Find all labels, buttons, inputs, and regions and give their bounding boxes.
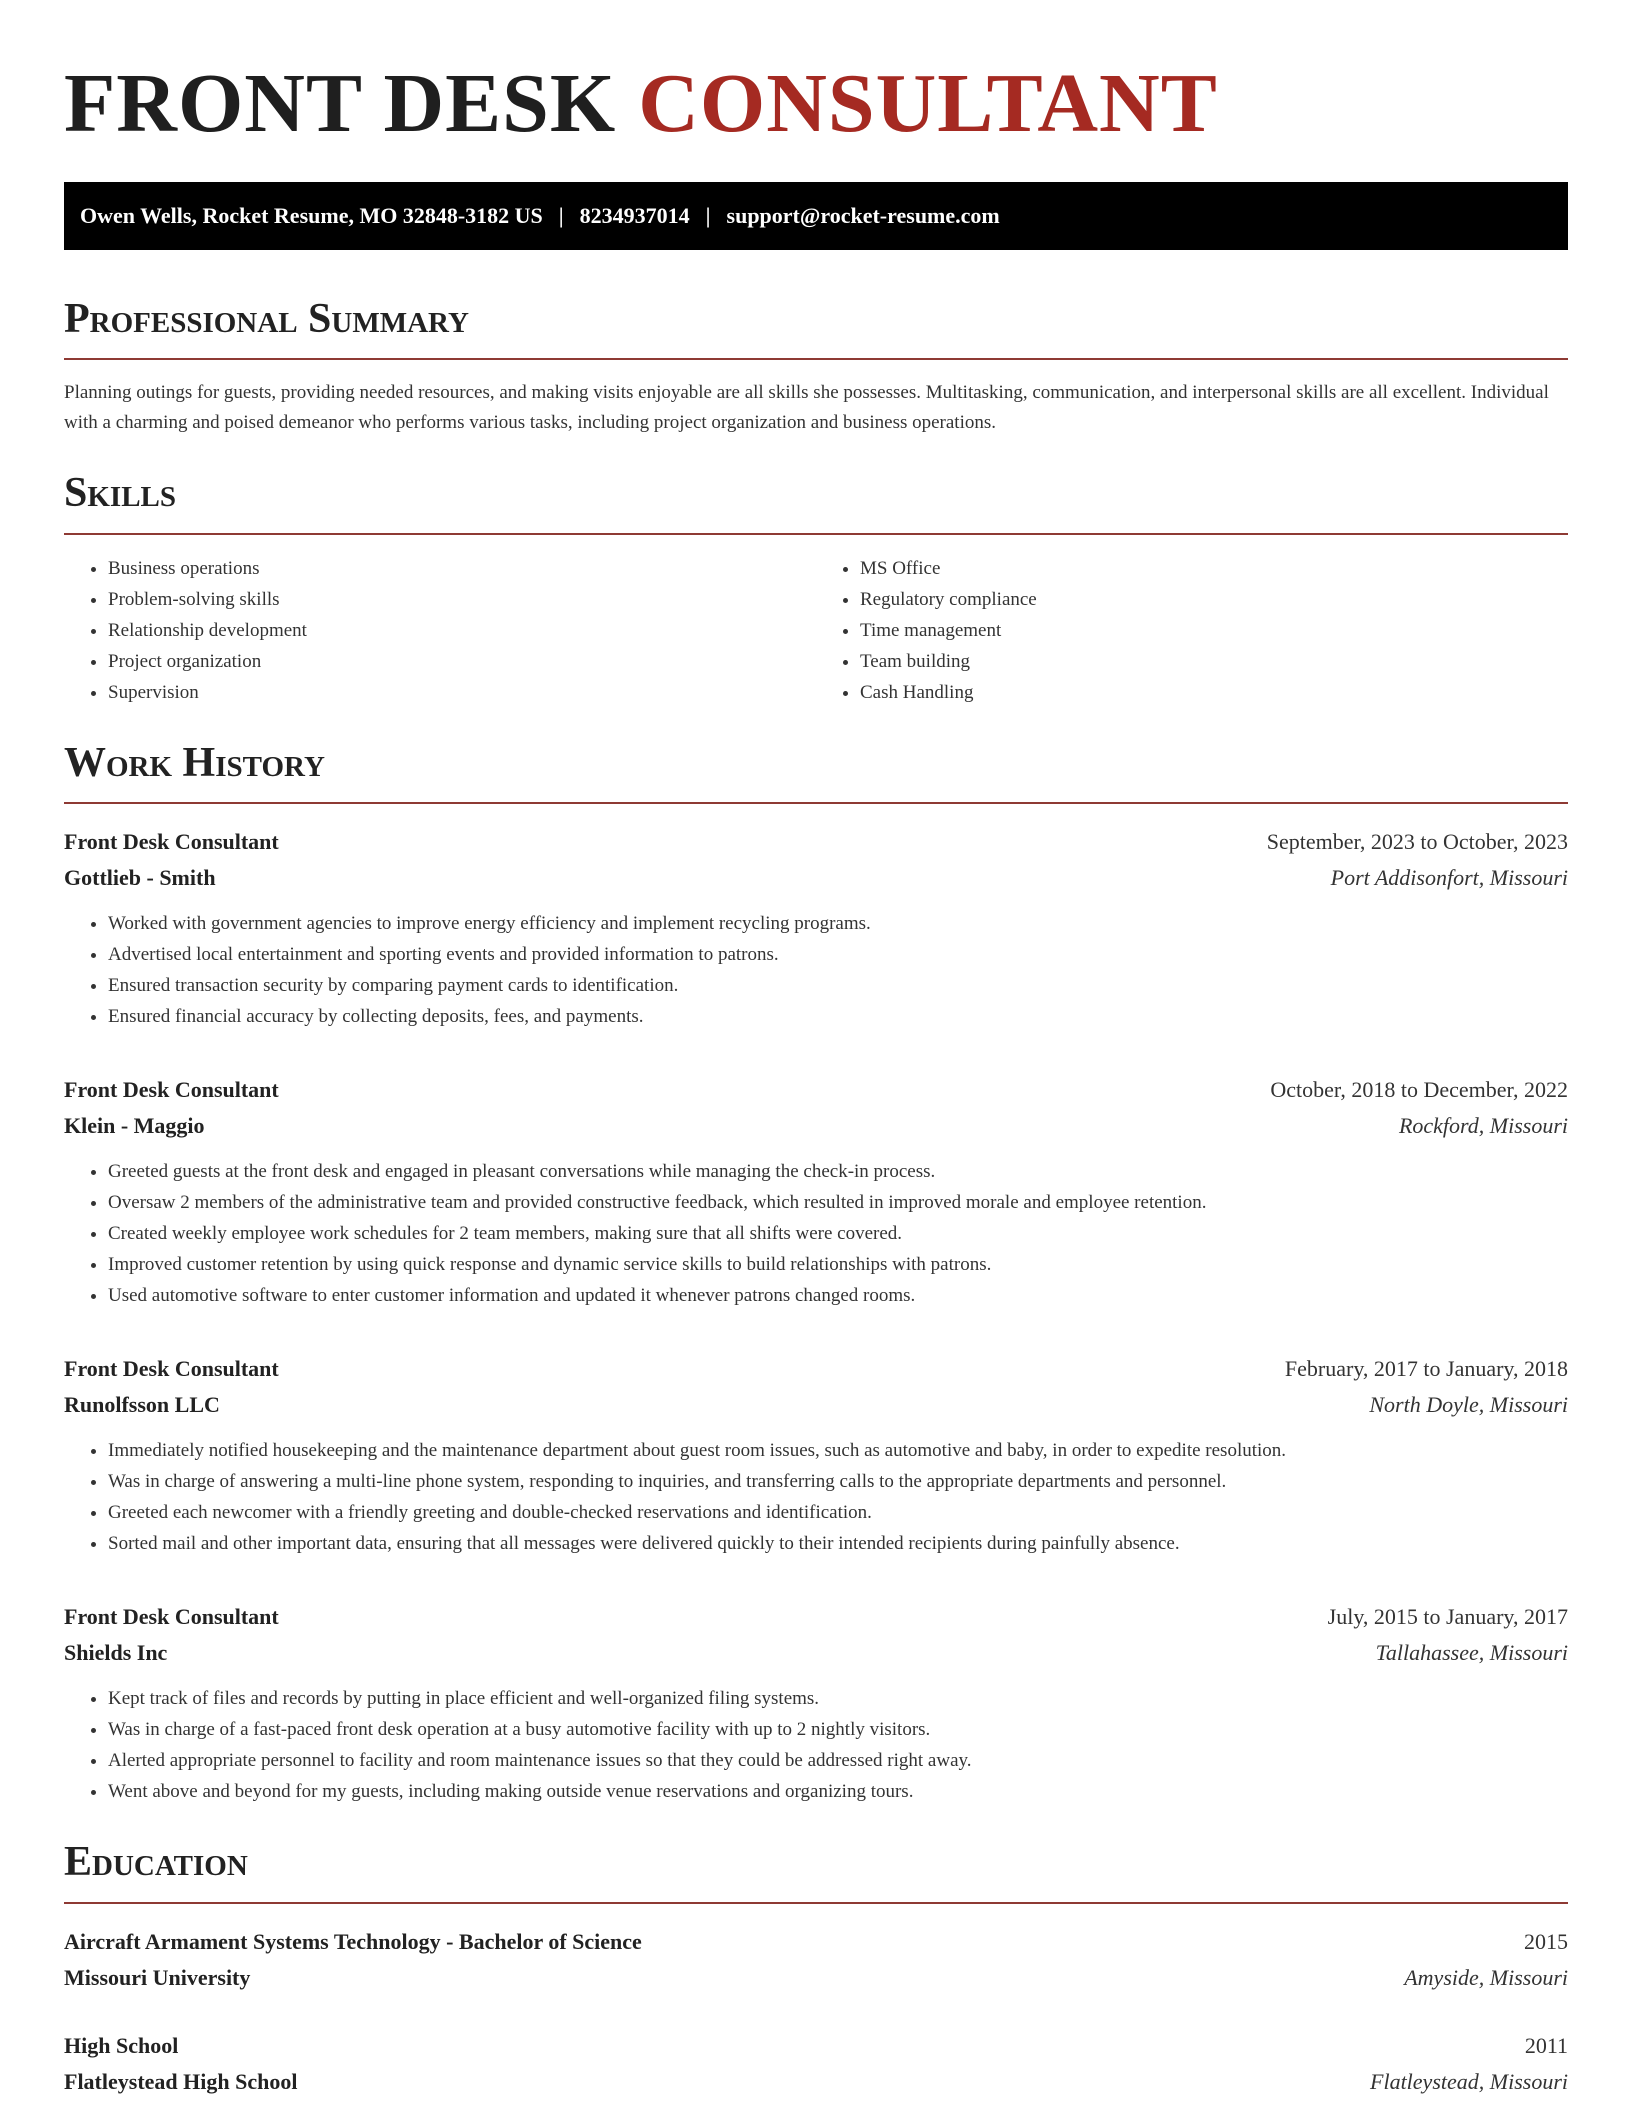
job-bullets	[64, 1156, 1568, 1311]
job-entry	[64, 1072, 1568, 1311]
job-bullet: • Improved customer retention by using quick response and dynamic service skills to build relationships with patrons.	[108, 1249, 1568, 1280]
job-entry	[64, 824, 1568, 1032]
skill-item: • Business operations	[108, 553, 816, 584]
job-bullet: • Was in charge of answering a multi-line phone system, responding to inquiries, and transferring calls to the appropriate departments and personnel.	[108, 1466, 1568, 1497]
job-location: North Doyle, Missouri	[1369, 1392, 1568, 1418]
education-school: Missouri University	[64, 1964, 251, 1990]
job-bullet: • Immediately notified housekeeping and the maintenance department about guest room issues, such as automotive and baby, in order to expedite resolution.	[108, 1435, 1568, 1466]
job-location: Port Addisonfort, Missouri	[1330, 865, 1568, 891]
job-company: Shields Inc	[64, 1640, 168, 1666]
job-bullet: • Used automotive software to enter customer information and updated it whenever patrons changed rooms.	[108, 1280, 1568, 1311]
skill-item: • Regulatory compliance	[860, 584, 1568, 615]
education-degree: Aircraft Armament Systems Technology - Bachelor of Science	[64, 1928, 642, 1954]
skill-item: • Project organization	[108, 646, 816, 677]
job-bullet: • Created weekly employee work schedules for 2 team members, making sure that all shifts were covered.	[108, 1218, 1568, 1249]
section-divider	[64, 802, 1568, 804]
summary-heading: Professional Summary	[64, 296, 469, 342]
job-bullets	[64, 1683, 1568, 1807]
skill-item: • Cash Handling	[860, 677, 1568, 708]
job-bullets	[64, 908, 1568, 1032]
job-bullet: • Worked with government agencies to improve energy efficiency and implement recycling programs.	[108, 908, 1568, 939]
skill-item: • Team building	[860, 646, 1568, 677]
summary-text: Planning outings for guests, providing needed resources, and making visits enjoyable are all skills she possesses. Multitasking, communication, and interpersonal skills are all excellent. Individual with a charming and poised demeanor who performs various tasks, including project organization and business operations.	[64, 382, 1549, 434]
skill-item: • Relationship development	[108, 615, 816, 646]
education-entry	[64, 2028, 1568, 2100]
job-location: Rockford, Missouri	[1398, 1113, 1568, 1139]
job-entry	[64, 1599, 1568, 1807]
contact-separator: |	[705, 203, 711, 228]
job-company: Runolfsson LLC	[64, 1392, 220, 1418]
education-location: Flatleystead, Missouri	[1370, 2068, 1568, 2094]
section-divider	[64, 533, 1568, 535]
job-bullet: • Oversaw 2 members of the administrative team and provided constructive feedback, which resulted in improved morale and employee retention.	[108, 1187, 1568, 1218]
job-dates: February, 2017 to January, 2018	[1284, 1356, 1568, 1382]
education-degree: High School	[64, 2032, 179, 2058]
skill-item: • MS Office	[860, 553, 1568, 584]
skill-item: • Problem-solving skills	[108, 584, 816, 615]
contact-email: support@rocket-resume.com	[726, 203, 1000, 228]
job-location: Tallahassee, Missouri	[1375, 1640, 1568, 1666]
job-title: Front Desk Consultant	[64, 829, 279, 855]
job-bullets	[64, 1435, 1568, 1559]
skill-item: • Time management	[860, 615, 1568, 646]
job-dates: September, 2023 to October, 2023	[1266, 829, 1568, 855]
contact-name-address: Owen Wells, Rocket Resume, MO 32848-3182 US	[80, 203, 543, 228]
job-bullet: • Was in charge of a fast-paced front desk operation at a busy automotive facility with up to 2 nightly visitors.	[108, 1714, 1568, 1745]
job-bullet: • Alerted appropriate personnel to facility and room maintenance issues so that they could be addressed right away.	[108, 1745, 1568, 1776]
section-divider	[64, 358, 1568, 360]
job-bullet: • Greeted each newcomer with a friendly greeting and double-checked reservations and identification.	[108, 1497, 1568, 1528]
skills-column-left	[64, 553, 816, 708]
job-title: Front Desk Consultant	[64, 1077, 279, 1103]
skills-heading: Skills	[64, 470, 177, 517]
section-divider	[64, 1902, 1568, 1904]
job-bullet: • Kept track of files and records by putting in place efficient and well-organized filing systems.	[108, 1683, 1568, 1714]
job-bullet: • Went above and beyond for my guests, including making outside venue reservations and organizing tours.	[108, 1776, 1568, 1807]
education-location: Amyside, Missouri	[1404, 1964, 1568, 1990]
job-bullet: • Ensured transaction security by comparing payment cards to identification.	[108, 970, 1568, 1001]
job-dates: October, 2018 to December, 2022	[1270, 1077, 1568, 1103]
job-bullet: • Ensured financial accuracy by collecting deposits, fees, and payments.	[108, 1001, 1568, 1032]
title-part-2: CONSULTANT	[638, 57, 1218, 150]
education-year: 2011	[1524, 2032, 1568, 2058]
job-bullet: • Sorted mail and other important data, ensuring that all messages were delivered quickly to their intended recipients during painfully absence.	[108, 1528, 1568, 1559]
title-part-1: FRONT DESK	[64, 57, 617, 150]
skills-column-right	[816, 553, 1568, 708]
job-entry	[64, 1351, 1568, 1559]
education-year: 2015	[1524, 1928, 1568, 1954]
skill-item: • Supervision	[108, 677, 816, 708]
job-bullet: • Advertised local entertainment and sporting events and provided information to patrons.	[108, 939, 1568, 970]
job-title: Front Desk Consultant	[64, 1604, 279, 1630]
job-bullet: • Greeted guests at the front desk and engaged in pleasant conversations while managing the check-in process.	[108, 1156, 1568, 1187]
contact-separator: |	[558, 203, 564, 228]
education-heading: Education	[64, 1839, 248, 1886]
job-title: Front Desk Consultant	[64, 1356, 279, 1382]
work-history-heading: Work History	[64, 739, 325, 786]
skills-list	[64, 553, 1568, 708]
education-school: Flatleystead High School	[64, 2068, 298, 2094]
job-company: Gottlieb - Smith	[64, 865, 216, 891]
contact-phone: 8234937014	[579, 203, 690, 228]
contact-bar	[64, 182, 1568, 250]
education-entry	[64, 1924, 1568, 1996]
resume-title	[64, 57, 1568, 150]
job-company: Klein - Maggio	[64, 1113, 205, 1139]
job-dates: July, 2015 to January, 2017	[1327, 1604, 1568, 1630]
